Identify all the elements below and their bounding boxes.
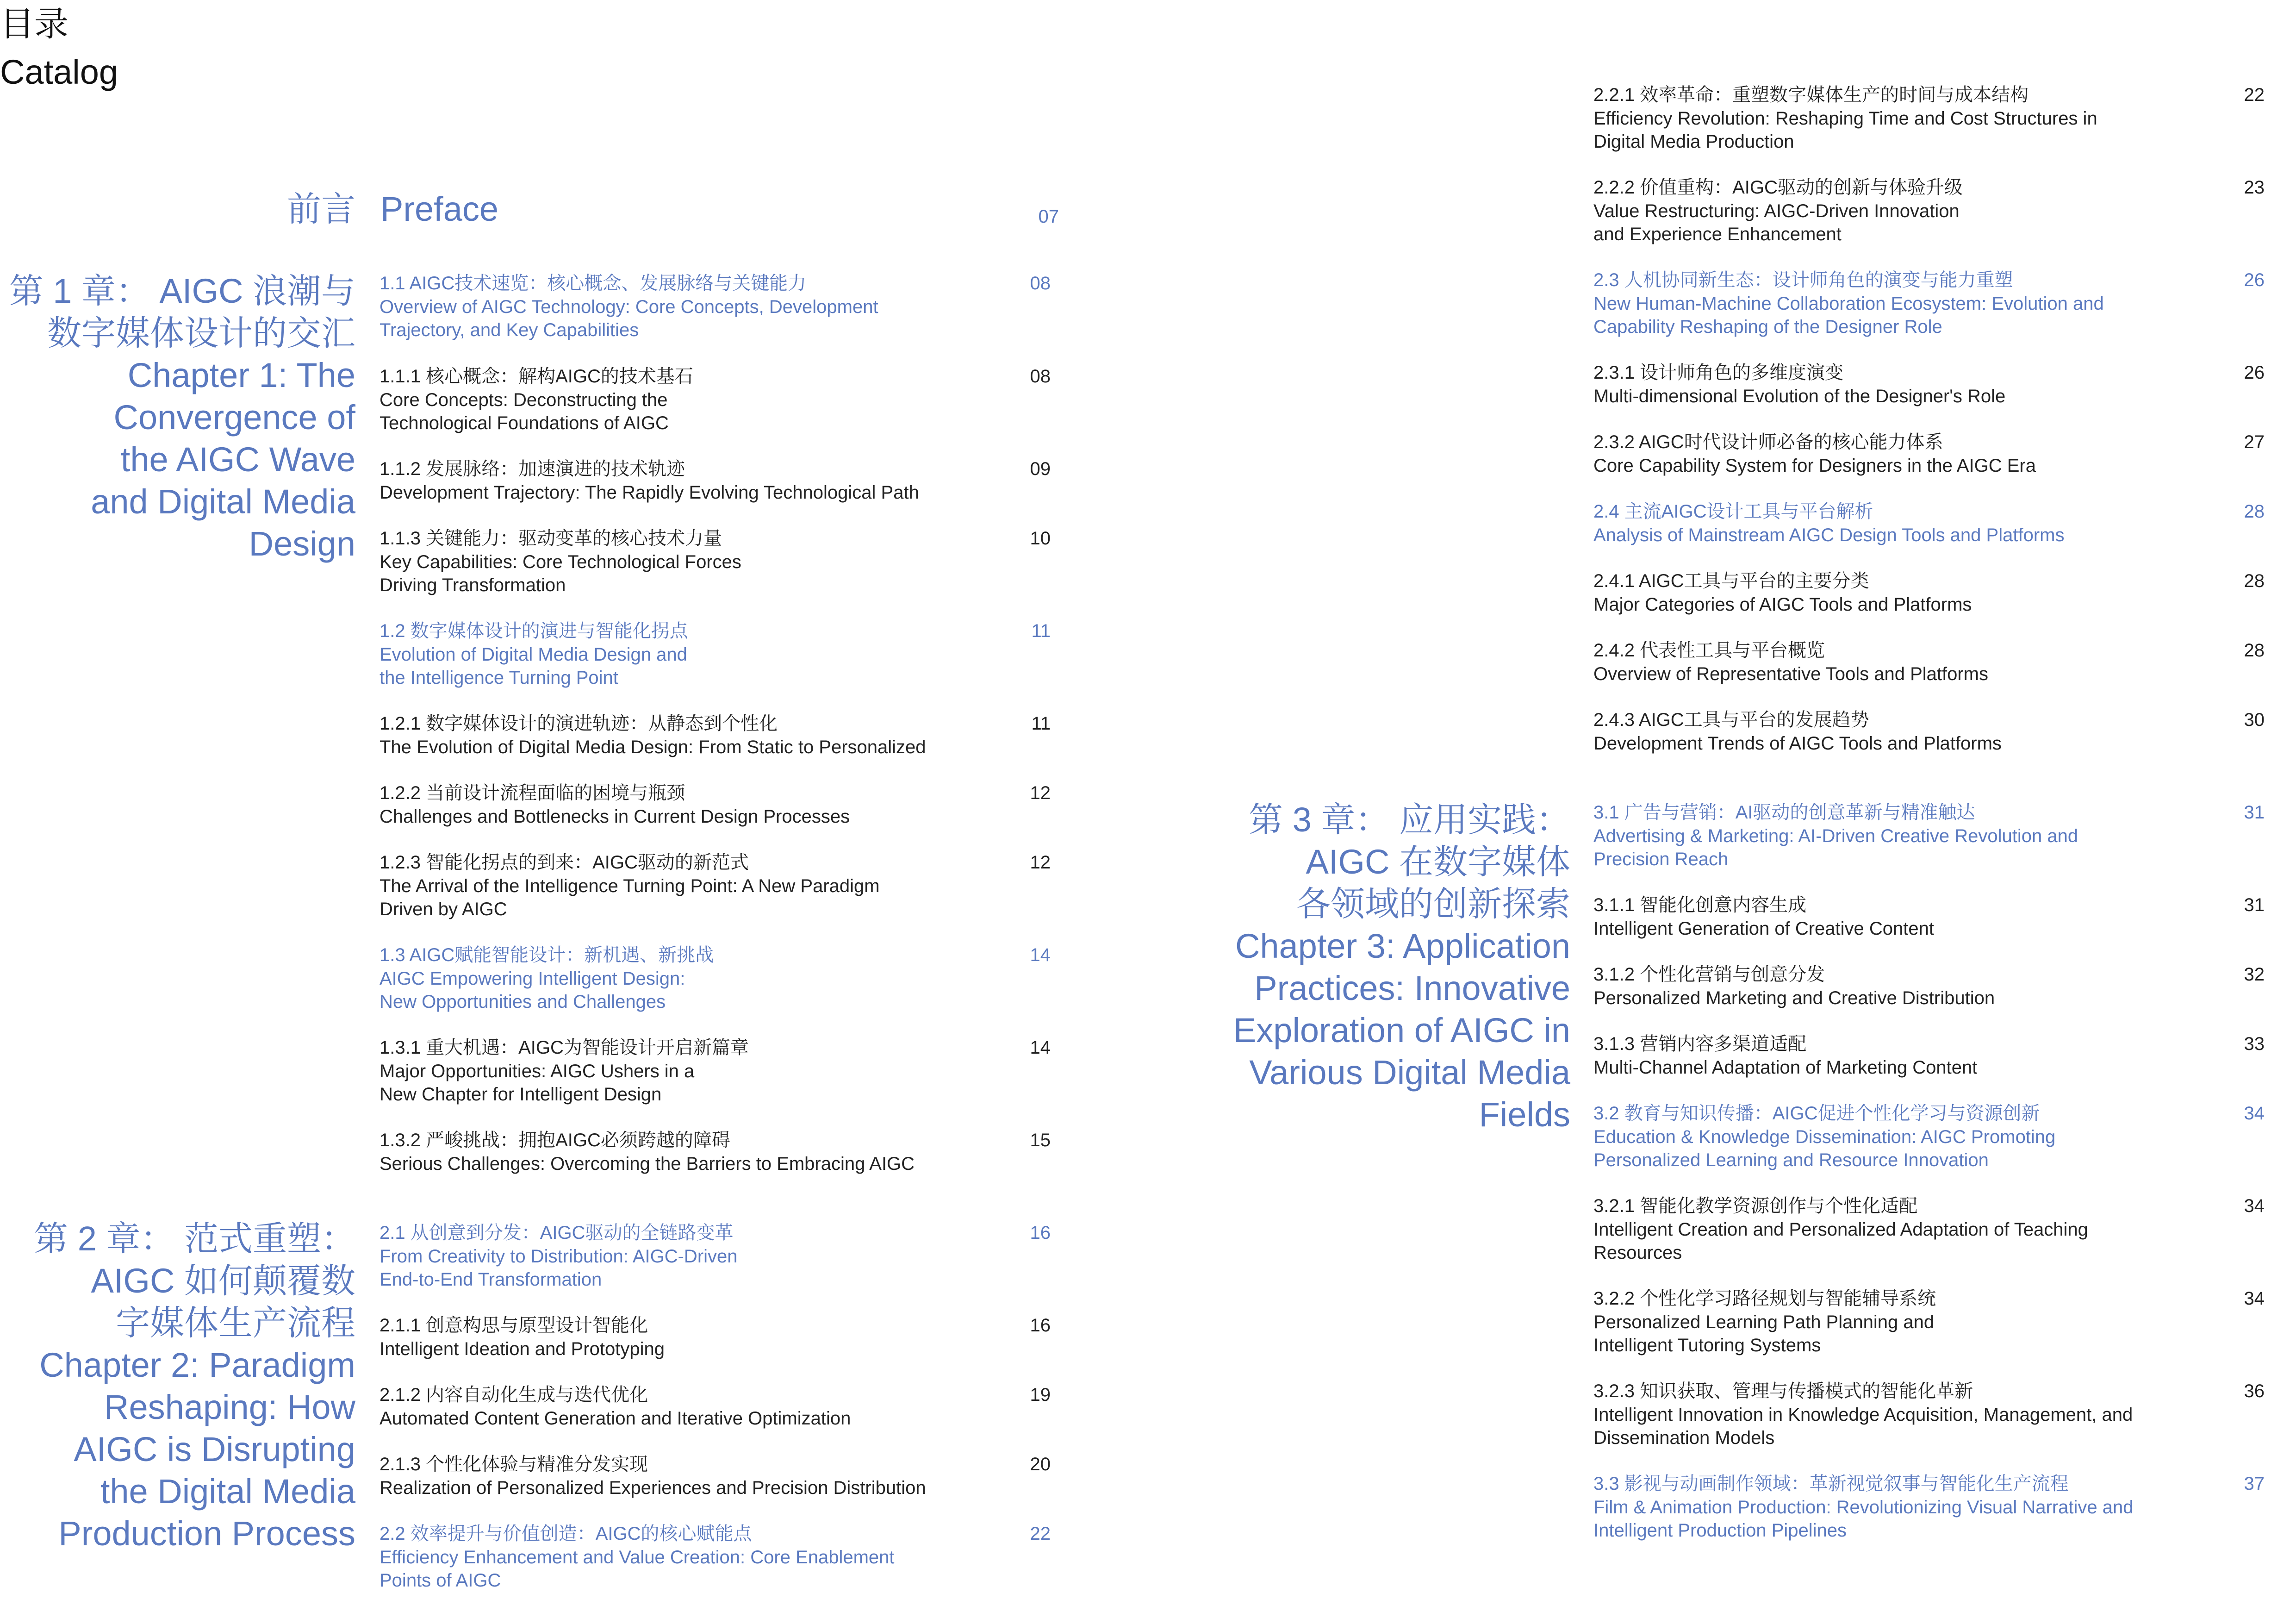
toc-page-number: 26 xyxy=(2244,362,2265,383)
chapter-title-cn-line: 数字媒体设计的交汇 xyxy=(47,314,355,352)
toc-entry-title-en: Overview of AIGC Technology: Core Concepts, Development xyxy=(380,296,878,317)
toc-subsection-entry[interactable] xyxy=(1593,963,2255,1010)
toc-page-number: 36 xyxy=(2244,1381,2265,1401)
toc-section-entry[interactable] xyxy=(1593,1102,2255,1172)
toc-entry-title-en: Realization of Personalized Experiences and Precision Distribution xyxy=(380,1477,926,1498)
toc-entry-title-en: Intelligent Innovation in Knowledge Acquisition, Management, and xyxy=(1593,1404,2133,1425)
toc-section-entry[interactable] xyxy=(380,272,1041,342)
toc-entry-title-en: Digital Media Production xyxy=(1593,131,1794,152)
toc-page-number: 12 xyxy=(1030,852,1051,873)
catalog-title-en: Catalog xyxy=(0,53,118,91)
chapter-title-en-line: the Digital Media xyxy=(100,1472,355,1511)
chapter-title-en-line: Chapter 2: Paradigm xyxy=(39,1346,355,1384)
catalog-title-cn: 目录 xyxy=(0,5,68,43)
toc-page-number: 08 xyxy=(1030,366,1051,387)
toc-entry-title-en: Multi-dimensional Evolution of the Designer's Role xyxy=(1593,386,2006,406)
toc-subsection-entry[interactable] xyxy=(380,1453,1041,1499)
chapter-title-en-line: Fields xyxy=(1479,1095,1570,1134)
toc-section-entry[interactable] xyxy=(1593,1472,2255,1543)
toc-subsection-entry[interactable] xyxy=(380,781,1041,828)
toc-page-number: 28 xyxy=(2244,571,2265,591)
toc-entry-title-en: Points of AIGC xyxy=(380,1570,501,1591)
toc-entry-title-cn: 1.2.2 当前设计流程面临的困境与瓶颈 xyxy=(380,783,685,803)
chapter-heading-3 xyxy=(1233,799,1570,1136)
toc-page-number: 09 xyxy=(1030,459,1051,479)
toc-entry-title-en: Intelligent Tutoring Systems xyxy=(1593,1335,1821,1355)
toc-entry-title-cn: 2.1.3 个性化体验与精准分发实现 xyxy=(380,1454,648,1474)
toc-page-number: 33 xyxy=(2244,1034,2265,1054)
toc-page-number: 37 xyxy=(2244,1474,2265,1494)
preface-title-en: Preface xyxy=(380,190,499,228)
toc-entry-title-cn: 1.2.1 数字媒体设计的演进轨迹：从静态到个性化 xyxy=(380,713,778,734)
toc-page-number: 16 xyxy=(1030,1315,1051,1336)
toc-entry-title-en: Development Trajectory: The Rapidly Evolving Technological Path xyxy=(380,482,919,503)
toc-entry-title-cn: 3.1.3 营销内容多渠道适配 xyxy=(1593,1034,1807,1054)
toc-subsection-entry[interactable] xyxy=(380,851,1041,921)
toc-page-number: 12 xyxy=(1030,783,1051,803)
chapter-title-en-line: Production Process xyxy=(58,1514,355,1553)
toc-entry-title-cn: 3.1 广告与营销：AI驱动的创意革新与精准触达 xyxy=(1593,802,1975,823)
toc-page-number: 32 xyxy=(2244,964,2265,985)
toc-entry-title-en: Efficiency Revolution: Reshaping Time and Cost Structures in xyxy=(1593,108,2097,129)
toc-entry-title-en: Efficiency Enhancement and Value Creation: Core Enablement xyxy=(380,1547,895,1568)
toc-page-number: 34 xyxy=(2244,1288,2265,1309)
toc-entry-title-en: the Intelligence Turning Point xyxy=(380,668,618,688)
toc-entry-title-en: Automated Content Generation and Iterative Optimization xyxy=(380,1408,851,1429)
toc-entry-title-en: Key Capabilities: Core Technological Forces xyxy=(380,551,741,572)
chapter-title-cn-line: 第 2 章： 范式重塑： xyxy=(34,1219,355,1258)
preface-page-number: 07 xyxy=(1038,206,1059,227)
chapter-title-en-line: Exploration of AIGC in xyxy=(1233,1011,1570,1049)
toc-entry-title-en: Intelligent Ideation and Prototyping xyxy=(380,1338,665,1359)
chapter-title-en-line: Practices: Innovative xyxy=(1254,969,1570,1007)
toc-entry-title-cn: 2.4.1 AIGC工具与平台的主要分类 xyxy=(1593,571,1869,591)
toc-entry-title-en: Personalized Learning and Resource Innovation xyxy=(1593,1150,1989,1170)
toc-subsection-entry[interactable] xyxy=(1593,83,2255,154)
toc-entry-title-cn: 1.3.2 严峻挑战：拥抱AIGC必须跨越的障碍 xyxy=(380,1130,730,1150)
toc-entry-title-cn: 2.1 从创意到分发：AIGC驱动的全链路变革 xyxy=(380,1223,734,1243)
toc-entry-title-en: The Evolution of Digital Media Design: From Static to Personalized xyxy=(380,737,926,757)
toc-page-number: 28 xyxy=(2244,501,2265,522)
toc-entry-title-en: Technological Foundations of AIGC xyxy=(380,413,669,433)
toc-page-number: 14 xyxy=(1030,1037,1051,1058)
toc-page-number: 14 xyxy=(1030,945,1051,965)
toc-entry-title-en: Core Capability System for Designers in the AIGC Era xyxy=(1593,455,2036,476)
toc-section-entry[interactable] xyxy=(380,619,1041,690)
toc-entry-title-en: Core Concepts: Deconstructing the xyxy=(380,389,668,410)
toc-subsection-entry[interactable] xyxy=(380,1036,1041,1106)
toc-entry-title-cn: 1.2 数字媒体设计的演进与智能化拐点 xyxy=(380,621,688,641)
chapter-title-cn-line: 各领域的创新探索 xyxy=(1296,885,1570,923)
toc-subsection-entry[interactable] xyxy=(1593,893,2255,940)
toc-entry-title-en: Driven by AIGC xyxy=(380,899,507,919)
toc-entry-title-en: Serious Challenges: Overcoming the Barriers to Embracing AIGC xyxy=(380,1153,915,1174)
toc-entry-title-en: Development Trends of AIGC Tools and Platforms xyxy=(1593,733,2002,754)
toc-entry-title-cn: 3.2 教育与知识传播：AIGC促进个性化学习与资源创新 xyxy=(1593,1103,2040,1124)
toc-subsection-entry[interactable] xyxy=(1593,431,2255,477)
toc-entry-title-cn: 1.3 AIGC赋能智能设计：新机遇、新挑战 xyxy=(380,945,714,965)
toc-page-number: 23 xyxy=(2244,177,2265,198)
chapter-title-cn-line: 第 1 章： AIGC 浪潮与 xyxy=(9,272,355,310)
toc-entry-title-cn: 1.1.1 核心概念：解构AIGC的技术基石 xyxy=(380,366,693,387)
toc-entry-title-cn: 3.2.3 知识获取、管理与传播模式的智能化革新 xyxy=(1593,1381,1973,1401)
toc-entry-title-cn: 2.3.1 设计师角色的多维度演变 xyxy=(1593,362,1844,383)
chapter-title-en-line: AIGC is Disrupting xyxy=(74,1430,355,1468)
toc-entry-title-cn: 1.1 AIGC技术速览：核心概念、发展脉络与关键能力 xyxy=(380,273,807,294)
toc-page-number: 20 xyxy=(1030,1454,1051,1474)
toc-entry-title-cn: 1.3.1 重大机遇：AIGC为智能设计开启新篇章 xyxy=(380,1037,749,1058)
toc-entry-title-en: The Arrival of the Intelligence Turning Point: A New Paradigm xyxy=(380,875,880,896)
chapter-title-en-line: the AIGC Wave xyxy=(120,440,355,479)
toc-entry-title-cn: 3.2.2 个性化学习路径规划与智能辅导系统 xyxy=(1593,1288,1936,1309)
toc-entry-title-cn: 2.3 人机协同新生态：设计师角色的演变与能力重塑 xyxy=(1593,270,2013,290)
toc-page-number: 31 xyxy=(2244,802,2265,823)
toc-entry-title-en: Education & Knowledge Dissemination: AIGC Promoting xyxy=(1593,1126,2056,1147)
toc-subsection-entry[interactable] xyxy=(380,527,1041,597)
toc-entry-title-en: Precision Reach xyxy=(1593,849,1729,869)
toc-entry-title-en: Intelligent Production Pipelines xyxy=(1593,1520,1847,1541)
toc-entry-title-en: Intelligent Generation of Creative Content xyxy=(1593,918,1934,939)
toc-page-number: 28 xyxy=(2244,640,2265,661)
toc-entry-title-en: Intelligent Creation and Personalized Adaptation of Teaching xyxy=(1593,1219,2088,1240)
toc-page-number: 16 xyxy=(1030,1223,1051,1243)
chapter-title-en-line: Chapter 3: Application xyxy=(1235,927,1570,965)
chapter-title-en-line: Reshaping: How xyxy=(104,1388,355,1426)
toc-subsection-entry[interactable] xyxy=(1593,569,2255,616)
toc-entry-title-en: and Experience Enhancement xyxy=(1593,224,1842,244)
toc-subsection-entry[interactable] xyxy=(380,1383,1041,1430)
toc-page-number: 22 xyxy=(2244,85,2265,105)
toc-entry-title-en: Overview of Representative Tools and Platforms xyxy=(1593,663,1988,684)
chapter-title-cn-line: AIGC 在数字媒体 xyxy=(1306,843,1570,881)
toc-entry-title-en: Multi-Channel Adaptation of Marketing Content xyxy=(1593,1057,1978,1078)
toc-subsection-entry[interactable] xyxy=(380,457,1041,504)
toc-page-number: 19 xyxy=(1030,1385,1051,1405)
toc-page-number: 34 xyxy=(2244,1196,2265,1216)
preface-title-cn: 前言 xyxy=(287,190,355,228)
toc-subsection-entry[interactable] xyxy=(1593,361,2255,408)
toc-entry-title-en: Capability Reshaping of the Designer Role xyxy=(1593,317,1942,337)
toc-section-entry[interactable] xyxy=(1593,269,2255,339)
toc-page-number: 11 xyxy=(1031,621,1051,641)
toc-section-entry[interactable] xyxy=(380,1221,1041,1292)
chapter-title-en-line: and Digital Media xyxy=(91,482,355,521)
chapter-title-cn-line: 字媒体生产流程 xyxy=(116,1304,355,1342)
toc-entry-title-en: Personalized Marketing and Creative Distribution xyxy=(1593,987,1995,1008)
toc-section-entry[interactable] xyxy=(1593,801,2255,871)
toc-entry-title-cn: 2.4 主流AIGC设计工具与平台解析 xyxy=(1593,501,1873,522)
toc-entry-title-cn: 2.3.2 AIGC时代设计师必备的核心能力体系 xyxy=(1593,432,1943,452)
toc-entry-title-cn: 3.3 影视与动画制作领域：革新视觉叙事与智能化生产流程 xyxy=(1593,1474,2069,1494)
chapter-title-cn-line: 第 3 章： 应用实践： xyxy=(1249,800,1570,839)
toc-entry-title-en: From Creativity to Distribution: AIGC-Driven xyxy=(380,1246,738,1267)
toc-subsection-entry[interactable] xyxy=(1593,1380,2255,1450)
toc-subsection-entry[interactable] xyxy=(1593,176,2255,246)
toc-entry-title-en: Major Categories of AIGC Tools and Platforms xyxy=(1593,594,1972,615)
toc-subsection-entry[interactable] xyxy=(1593,1287,2255,1357)
toc-entry-title-cn: 1.1.2 发展脉络：加速演进的技术轨迹 xyxy=(380,459,685,479)
toc-subsection-entry[interactable] xyxy=(1593,1194,2255,1265)
toc-page-number: 11 xyxy=(1031,713,1051,734)
toc-entry-title-cn: 3.1.2 个性化营销与创意分发 xyxy=(1593,964,1825,985)
toc-section-entry[interactable] xyxy=(1593,500,2255,547)
toc-entry-title-en: New Chapter for Intelligent Design xyxy=(380,1084,662,1105)
chapter-heading-2 xyxy=(34,1218,355,1555)
chapter-title-en-line: Various Digital Media xyxy=(1249,1053,1570,1092)
toc-entry-title-en: New Opportunities and Challenges xyxy=(380,992,666,1012)
toc-page-number: 30 xyxy=(2244,710,2265,730)
toc-entry-title-en: Trajectory, and Key Capabilities xyxy=(380,320,639,340)
toc-page-number: 08 xyxy=(1030,273,1051,294)
toc-entry-title-en: Value Restructuring: AIGC-Driven Innovation xyxy=(1593,200,1960,221)
toc-entry-title-cn: 2.1.1 创意构思与原型设计智能化 xyxy=(380,1315,648,1336)
toc-entry-title-en: Challenges and Bottlenecks in Current Design Processes xyxy=(380,806,850,827)
toc-entry-title-en: Evolution of Digital Media Design and xyxy=(380,644,687,665)
toc-entry-title-en: Resources xyxy=(1593,1243,1682,1263)
toc-page-number: 27 xyxy=(2244,432,2265,452)
toc-entry-title-en: Film & Animation Production: Revolutionizing Visual Narrative and xyxy=(1593,1497,2134,1518)
chapter-title-en-line: Convergence of xyxy=(113,398,355,437)
toc-entry-title-en: Analysis of Mainstream AIGC Design Tools and Platforms xyxy=(1593,525,2065,545)
toc-entry-title-en: Driving Transformation xyxy=(380,575,566,595)
toc-entry-title-cn: 2.2.2 价值重构：AIGC驱动的创新与体验升级 xyxy=(1593,177,1963,198)
chapter-title-en-line: Design xyxy=(249,525,355,563)
toc-entry-title-cn: 2.1.2 内容自动化生成与迭代优化 xyxy=(380,1385,648,1405)
toc-subsection-entry[interactable] xyxy=(1593,1032,2255,1079)
toc-entry-title-cn: 2.2 效率提升与价值创造：AIGC的核心赋能点 xyxy=(380,1524,752,1544)
toc-subsection-entry[interactable] xyxy=(380,1314,1041,1361)
toc-entry-title-en: AIGC Empowering Intelligent Design: xyxy=(380,968,685,989)
toc-entry-title-cn: 2.2.1 效率革命：重塑数字媒体生产的时间与成本结构 xyxy=(1593,85,2029,105)
toc-entry-title-en: Major Opportunities: AIGC Ushers in a xyxy=(380,1061,695,1081)
chapter-title-cn-line: AIGC 如何颠覆数 xyxy=(91,1262,355,1300)
chapter-heading-1 xyxy=(9,270,355,565)
toc-section-entry[interactable] xyxy=(380,943,1041,1014)
toc-subsection-entry[interactable] xyxy=(380,1129,1041,1175)
chapter-title-en-line: Chapter 1: The xyxy=(127,356,355,394)
toc-entry-title-en: End-to-End Transformation xyxy=(380,1269,602,1290)
toc-page-number: 22 xyxy=(1030,1524,1051,1544)
toc-page-number: 15 xyxy=(1030,1130,1051,1150)
toc-subsection-entry[interactable] xyxy=(1593,639,2255,686)
toc-section-entry[interactable] xyxy=(380,1522,1041,1593)
toc-entry-title-en: Advertising & Marketing: AI-Driven Creative Revolution and xyxy=(1593,825,2078,846)
toc-page-number: 10 xyxy=(1030,528,1051,549)
toc-entry-title-cn: 1.2.3 智能化拐点的到来：AIGC驱动的新范式 xyxy=(380,852,749,873)
toc-entry-title-en: Dissemination Models xyxy=(1593,1428,1775,1448)
toc-subsection-entry[interactable] xyxy=(1593,708,2255,755)
toc-entry-title-cn: 1.1.3 关键能力：驱动变革的核心技术力量 xyxy=(380,528,722,549)
toc-page-number: 26 xyxy=(2244,270,2265,290)
toc-entry-title-cn: 3.1.1 智能化创意内容生成 xyxy=(1593,895,1807,915)
toc-page-number: 31 xyxy=(2244,895,2265,915)
toc-entry-title-cn: 2.4.2 代表性工具与平台概览 xyxy=(1593,640,1825,661)
catalog-title xyxy=(0,0,2296,96)
toc-subsection-entry[interactable] xyxy=(380,712,1041,759)
toc-entry-title-en: New Human-Machine Collaboration Ecosystem: Evolution and xyxy=(1593,293,2104,314)
toc-subsection-entry[interactable] xyxy=(380,365,1041,435)
toc-entry-title-cn: 3.2.1 智能化教学资源创作与个性化适配 xyxy=(1593,1196,1918,1216)
toc-entry-title-en: Personalized Learning Path Planning and xyxy=(1593,1312,1935,1332)
toc-page-number: 34 xyxy=(2244,1103,2265,1124)
toc-entry-title-cn: 2.4.3 AIGC工具与平台的发展趋势 xyxy=(1593,710,1869,730)
